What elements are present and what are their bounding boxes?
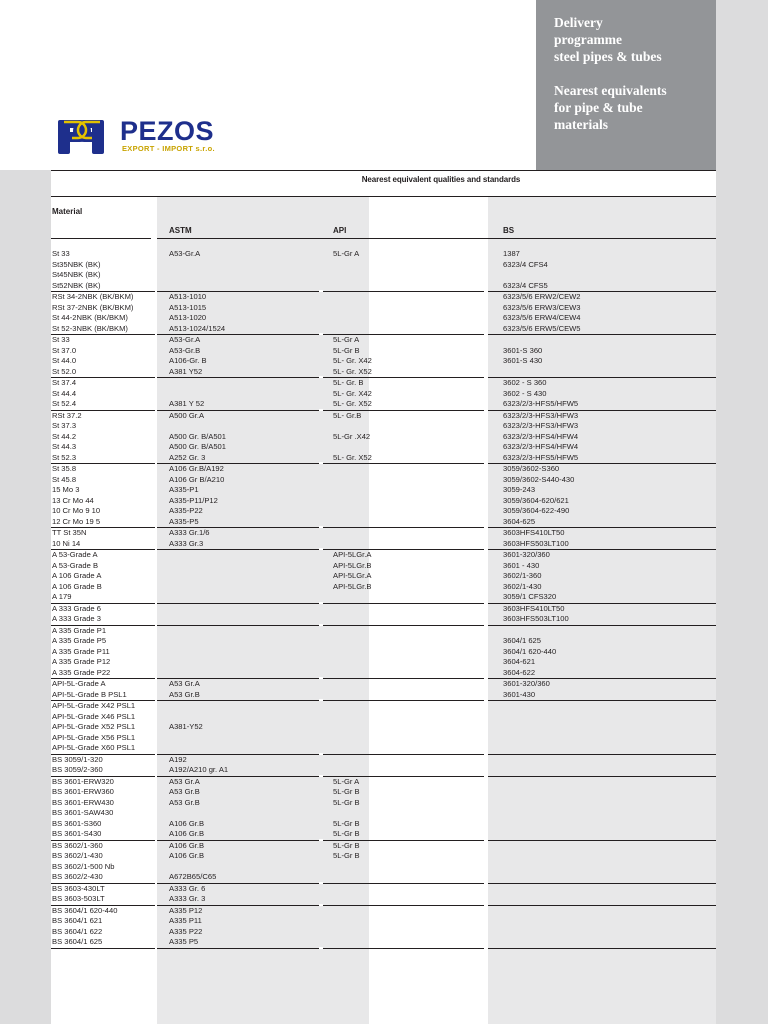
material-cell: API-5L-Grade X56 PSL1 (52, 732, 136, 742)
material-cell: A 333 Grade 6 (52, 603, 101, 613)
table-row (51, 550, 716, 561)
table-row (51, 389, 716, 400)
material-cell: 10 Cr Mo 9 10 (52, 506, 101, 515)
bs-cell: 3604-625 (503, 516, 536, 526)
header-api: API (333, 226, 347, 235)
header-bs: BS (503, 226, 515, 235)
astm-cell: A381 Y52 (169, 366, 203, 376)
table-group (51, 755, 716, 777)
material-cell: BS 3059/2-360 (52, 765, 103, 774)
astm-cell: A513-1020 (169, 313, 207, 322)
material-cell: RSt 37.2 (52, 410, 82, 420)
table-row (51, 916, 716, 927)
table-group (51, 550, 716, 604)
astm-cell: A333 Gr.3 (169, 538, 204, 548)
table-row (51, 582, 716, 593)
equivalents-table (51, 170, 716, 1024)
astm-cell: A333 Gr.1/6 (169, 528, 210, 537)
pezos-logo (56, 116, 236, 156)
table-group (51, 884, 716, 906)
bs-cell: 3601-430 (503, 689, 536, 699)
table-row (51, 367, 716, 378)
bs-cell: 3603HFS503LT100 (503, 538, 569, 548)
bs-cell: 3604-621 (503, 657, 536, 666)
table-row (51, 539, 716, 550)
table-group (51, 528, 716, 550)
bs-cell: 6323/4 CFS4 (503, 259, 548, 269)
table-row (51, 411, 716, 422)
astm-cell: A192/A210 gr. A1 (169, 765, 229, 774)
material-cell: 12 Cr Mo 19 5 (52, 516, 101, 526)
bs-cell: 6323/2/3-HFS5/HFW5 (503, 399, 579, 408)
title-nearest-equivalents: Nearest equivalents for pipe & tube materials (554, 83, 667, 132)
astm-cell: A381-Y52 (169, 722, 203, 731)
material-cell: BS 3604/1 620-440 (52, 905, 118, 915)
table-row (51, 755, 716, 766)
material-cell: A 333 Grade 3 (52, 614, 101, 623)
astm-cell: A106 Gr.B/A192 (169, 464, 224, 473)
api-cell: 5L- Gr. X52 (333, 366, 372, 376)
api-cell: 5L- Gr. X42 (333, 388, 372, 398)
material-cell: A 53-Grade A (52, 550, 98, 559)
table-row (51, 765, 716, 776)
header-rule (157, 238, 716, 239)
material-cell: RSt 37-2NBK (BK/BKM) (52, 302, 134, 312)
table-row (51, 657, 716, 668)
table-row (51, 421, 716, 432)
astm-cell: A335 P5 (169, 937, 199, 946)
table-row (51, 496, 716, 507)
table-row (51, 453, 716, 464)
table-group (51, 906, 716, 949)
astm-cell: A106 Gr B/A210 (169, 474, 225, 484)
material-cell: A 106 Grade B (52, 581, 102, 591)
astm-cell: A513-1024/1524 (169, 323, 226, 333)
table-row (51, 841, 716, 852)
table-group (51, 626, 716, 680)
table-row (51, 464, 716, 475)
material-cell: St 44.2 (52, 431, 77, 441)
material-cell: St 33 (52, 335, 70, 344)
astm-cell: A335-P22 (169, 506, 203, 515)
bs-cell: 3604-622 (503, 667, 536, 677)
table-row (51, 356, 716, 367)
material-label: Material (52, 207, 83, 216)
astm-cell: A335-P11/P12 (169, 495, 218, 505)
table-row (51, 260, 716, 271)
table-row (51, 701, 716, 712)
bs-cell: 3604/1 620-440 (503, 646, 557, 656)
table-group (51, 335, 716, 378)
table-row (51, 712, 716, 723)
material-cell: API-5L-Grade B PSL1 (52, 689, 127, 699)
table-row (51, 303, 716, 314)
bs-cell: 3059/3602-S440-430 (503, 474, 575, 484)
material-cell: St 44.0 (52, 356, 77, 365)
header-astm: ASTM (169, 226, 192, 235)
api-cell: 5L-Gr B (333, 797, 360, 807)
astm-cell: A672B65/C65 (169, 872, 217, 881)
bs-cell: 3603HFS410LT50 (503, 528, 565, 537)
table-row (51, 324, 716, 335)
astm-cell: A333 Gr. 3 (169, 894, 206, 903)
material-cell: St35NBK (BK) (52, 259, 101, 269)
bs-cell: 3601-320/360 (503, 679, 550, 688)
material-cell: RSt 34-2NBK (BK/BKM) (52, 292, 134, 301)
material-cell: BS 3604/1 621 (52, 916, 103, 925)
material-cell: St 44-2NBK (BK/BKM) (52, 313, 128, 322)
bs-cell: 3604/1 625 (503, 636, 542, 645)
api-cell: API-5LGr.A (333, 550, 372, 559)
bs-cell: 3602/1-430 (503, 581, 542, 591)
astm-cell: A381 Y 52 (169, 399, 205, 408)
astm-cell: A500 Gr. B/A501 (169, 442, 226, 451)
material-cell: St 52-3NBK (BK/BKM) (52, 323, 128, 333)
astm-cell: A192 (169, 754, 187, 764)
table-row (51, 787, 716, 798)
table-row (51, 798, 716, 809)
bs-cell: 6323/5/6 ERW2/CEW2 (503, 292, 581, 301)
astm-cell: A106 Gr.B (169, 829, 205, 838)
astm-cell: A53 Gr.A (169, 776, 200, 786)
table-row (51, 906, 716, 917)
material-cell: API-5L-Grade X60 PSL1 (52, 743, 136, 752)
title-delivery-programme: Delivery programme steel pipes & tubes (554, 15, 662, 64)
astm-cell: A335 P12 (169, 905, 203, 915)
bs-cell: 6323/5/6 ERW5/CEW5 (503, 323, 581, 333)
material-cell: St 44.4 (52, 388, 77, 398)
material-cell: BS 3602/2-430 (52, 872, 103, 881)
astm-cell: A333 Gr. 6 (169, 883, 206, 893)
table-row (51, 614, 716, 625)
table-row (51, 679, 716, 690)
table-row (51, 894, 716, 905)
api-cell: 5L-Gr B (333, 829, 360, 838)
bs-cell: 3602/1-360 (503, 571, 542, 580)
api-cell: 5L-Gr .X42 (333, 431, 371, 441)
bs-cell: 3059/3602-S360 (503, 464, 560, 473)
bs-cell: 3059/3604-620/621 (503, 495, 569, 505)
table-row (51, 851, 716, 862)
table-row (51, 442, 716, 453)
table-row (51, 281, 716, 292)
api-cell: API-5LGr.A (333, 571, 372, 580)
api-cell: 5L-Gr A (333, 776, 360, 786)
table-group (51, 249, 716, 292)
table-group (51, 701, 716, 755)
table-row (51, 733, 716, 744)
bs-cell: 6323/2/3-HFS3/HFW3 (503, 410, 579, 420)
bs-cell: 6323/5/6 ERW4/CEW4 (503, 313, 581, 322)
material-cell: BS 3602/1-360 (52, 840, 103, 850)
table-group (51, 464, 716, 528)
material-cell: API-5L-Grade A (52, 679, 106, 688)
right-margin-strip (716, 0, 768, 1024)
material-cell: St 52.0 (52, 366, 77, 376)
material-cell: TT St 35N (52, 528, 87, 537)
material-cell: BS 3601-ERW320 (52, 776, 114, 786)
material-cell: A 335 Grade P5 (52, 636, 107, 645)
astm-cell: A53 Gr.B (169, 787, 200, 796)
material-cell: BS 3601-SAW430 (52, 808, 114, 817)
table-row (51, 862, 716, 873)
material-cell: 13 Cr Mo 44 (52, 495, 94, 505)
table-group (51, 777, 716, 841)
bs-cell: 3603HFS410LT50 (503, 603, 565, 613)
material-cell: API-5L-Grade X42 PSL1 (52, 701, 136, 710)
table-row (51, 270, 716, 281)
astm-cell: A500 Gr. B/A501 (169, 431, 226, 441)
material-cell: API-5L-Grade X52 PSL1 (52, 722, 136, 731)
bs-cell: 3603HFS503LT100 (503, 614, 569, 623)
table-row (51, 884, 716, 895)
material-cell: 15 Mo 3 (52, 485, 80, 494)
table-row (51, 647, 716, 658)
bs-cell: 1387 (503, 249, 520, 258)
material-cell: BS 3601-S360 (52, 818, 102, 828)
material-cell: BS 3059/1-320 (52, 754, 103, 764)
astm-cell: A53-Gr.B (169, 345, 201, 355)
material-cell: BS 3603-503LT (52, 894, 105, 903)
table-row (51, 690, 716, 701)
material-cell: St 52.3 (52, 452, 77, 462)
table-row (51, 636, 716, 647)
astm-cell: A252 Gr. 3 (169, 452, 206, 462)
table-group (51, 411, 716, 465)
bs-cell: 3601-320/360 (503, 550, 550, 559)
material-cell: BS 3601-ERW430 (52, 797, 114, 807)
api-cell: 5L- Gr.B (333, 410, 362, 420)
table-row (51, 668, 716, 679)
table-group (51, 378, 716, 411)
api-cell: 5L- Gr. B (333, 378, 364, 387)
table-row (51, 829, 716, 840)
bs-cell: 6323/2/3-HFS5/HFW5 (503, 452, 579, 462)
logo-subtitle: EXPORT - IMPORT s.r.o. (122, 144, 215, 153)
astm-cell: A106-Gr. B (169, 356, 207, 365)
astm-cell: A500 Gr.A (169, 410, 205, 420)
table-row (51, 561, 716, 572)
material-cell: 10 Ni 14 (52, 538, 81, 548)
table-row (51, 335, 716, 346)
table-row (51, 927, 716, 938)
material-cell: St 44.3 (52, 442, 77, 451)
astm-cell: A335-P1 (169, 485, 199, 494)
bs-cell: 3601-S 430 (503, 356, 543, 365)
table-row (51, 592, 716, 603)
material-cell: St45NBK (BK) (52, 270, 101, 279)
table-top-rule (51, 170, 716, 171)
astm-cell: A335 P11 (169, 916, 202, 925)
table-body (51, 249, 716, 949)
material-cell: St 33 (52, 249, 70, 258)
table-group (51, 841, 716, 884)
table-row (51, 604, 716, 615)
material-cell: St 37.0 (52, 345, 77, 355)
bs-cell: 3059/3604-622-490 (503, 506, 570, 515)
material-cell: A 179 (52, 592, 72, 601)
bs-cell: 6323/2/3-HFS4/HFW4 (503, 442, 579, 451)
material-cell: St 37.3 (52, 421, 77, 430)
table-caption: Nearest equivalent qualities and standards (361, 175, 521, 184)
material-cell: St52NBK (BK) (52, 280, 101, 290)
table-row (51, 399, 716, 410)
material-cell: BS 3602/1-500 Nb (52, 861, 115, 871)
material-cell: BS 3604/1 625 (52, 937, 103, 946)
material-cell: API-5L-Grade X46 PSL1 (52, 711, 136, 721)
bs-cell: 3601-S 360 (503, 345, 543, 355)
bs-cell: 3602 - S 360 (503, 378, 547, 387)
api-cell: API-5LGr.B (333, 581, 372, 591)
table-group (51, 679, 716, 701)
astm-cell: A335 P22 (169, 926, 203, 936)
table-row (51, 313, 716, 324)
material-cell: A 53-Grade B (52, 560, 99, 570)
material-cell: BS 3603-430LT (52, 883, 105, 893)
api-cell: API-5LGr.B (333, 560, 372, 570)
astm-cell: A53 Gr.B (169, 797, 200, 807)
material-cell: BS 3601-ERW360 (52, 787, 114, 796)
bs-cell: 6323/2/3-HFS4/HFW4 (503, 431, 579, 441)
api-cell: 5L-Gr A (333, 335, 360, 344)
table-row (51, 626, 716, 637)
api-cell: 5L-Gr B (333, 840, 360, 850)
astm-cell: A53-Gr.A (169, 335, 201, 344)
api-cell: 5L-Gr B (333, 345, 360, 355)
caption-rule (51, 196, 716, 197)
table-row (51, 819, 716, 830)
table-row (51, 937, 716, 948)
table-row (51, 432, 716, 443)
table-group (51, 292, 716, 335)
left-margin-strip (0, 170, 51, 1024)
table-row (51, 777, 716, 788)
api-cell: 5L- Gr. X42 (333, 356, 372, 365)
logo-name: PEZOS (120, 116, 215, 146)
api-cell: 5L-Gr B (333, 818, 360, 828)
table-group (51, 604, 716, 626)
material-cell: BS 3604/1 622 (52, 926, 103, 936)
table-row (51, 517, 716, 528)
table-row (51, 722, 716, 733)
material-cell: St 45.8 (52, 474, 77, 484)
table-row (51, 378, 716, 389)
material-cell: St 35.8 (52, 464, 77, 473)
table-row (51, 506, 716, 517)
api-cell: 5L- Gr. X52 (333, 452, 372, 462)
table-row (51, 292, 716, 303)
pezos-logo-mark-icon (56, 116, 118, 156)
bs-cell: 6323/2/3-HFS3/HFW3 (503, 421, 579, 430)
table-row (51, 743, 716, 754)
astm-cell: A513-1015 (169, 302, 207, 312)
title-box (536, 0, 716, 170)
material-cell: BS 3602/1-430 (52, 851, 103, 860)
astm-cell: A513-1010 (169, 292, 207, 301)
astm-cell: A106 Gr.B (169, 851, 205, 860)
astm-cell: A53 Gr.B (169, 689, 200, 699)
table-row (51, 872, 716, 883)
material-cell: St 52.4 (52, 399, 77, 408)
astm-cell: A335-P5 (169, 516, 199, 526)
api-cell: 5L-Gr A (333, 249, 360, 258)
astm-cell: A106 Gr.B (169, 840, 205, 850)
table-row (51, 485, 716, 496)
table-row (51, 808, 716, 819)
material-cell: BS 3601-S430 (52, 829, 102, 838)
bs-cell: 3059-243 (503, 485, 536, 494)
material-cell: A 335 Grade P22 (52, 667, 111, 677)
table-row (51, 346, 716, 357)
table-row (51, 571, 716, 582)
material-cell: A 335 Grade P11 (52, 646, 110, 656)
material-cell: A 335 Grade P1 (52, 625, 107, 635)
table-row (51, 475, 716, 486)
bs-cell: 6323/5/6 ERW3/CEW3 (503, 302, 581, 312)
bs-cell: 3602 - S 430 (503, 388, 547, 398)
material-cell: St 37.4 (52, 378, 77, 387)
api-cell: 5L-Gr B (333, 851, 360, 860)
astm-cell: A106 Gr.B (169, 818, 205, 828)
astm-cell: A53 Gr.A (169, 679, 200, 688)
bs-cell: 3059/1 CFS320 (503, 592, 557, 601)
material-cell: A 106 Grade A (52, 571, 102, 580)
bs-cell: 6323/4 CFS5 (503, 280, 548, 290)
header-rule-material (51, 238, 151, 239)
table-row (51, 528, 716, 539)
bs-cell: 3601 - 430 (503, 560, 540, 570)
api-cell: 5L-Gr B (333, 787, 360, 796)
astm-cell: A53-Gr.A (169, 249, 201, 258)
table-row (51, 249, 716, 260)
material-cell: A 335 Grade P12 (52, 657, 111, 666)
api-cell: 5L- Gr. X52 (333, 399, 372, 408)
